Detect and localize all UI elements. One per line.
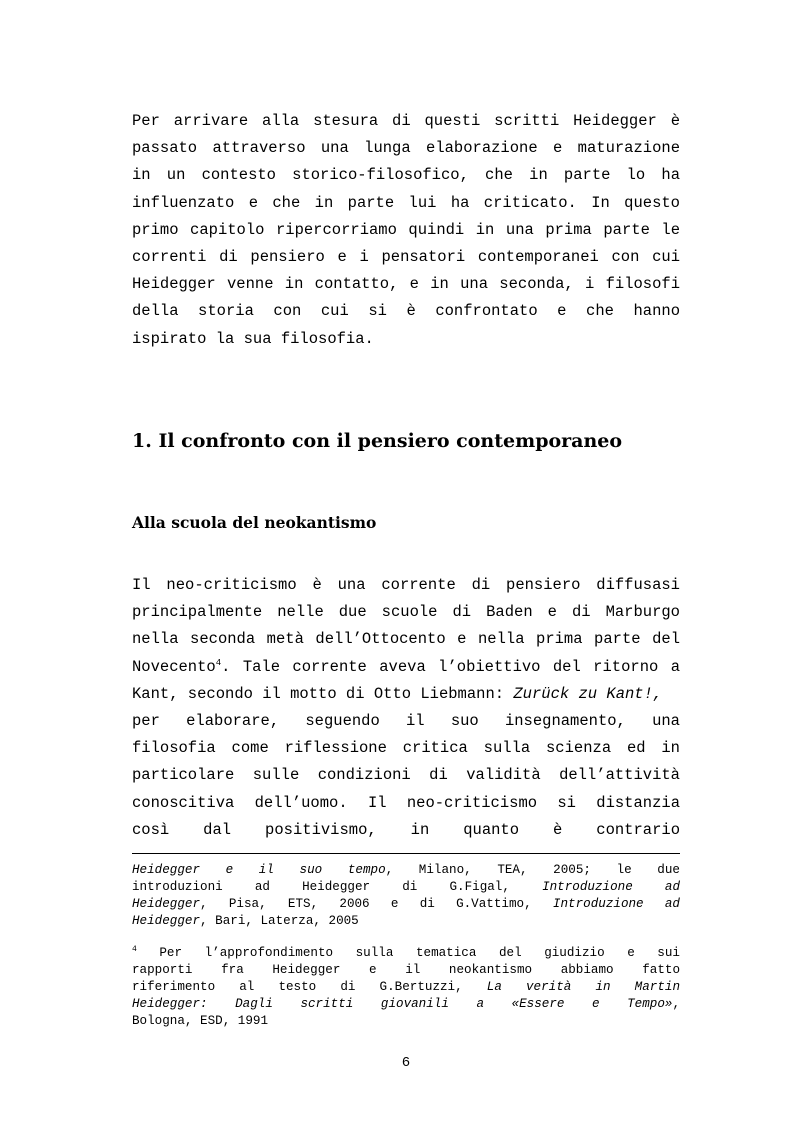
intro-line: ispirato la sua filosofia. <box>132 329 374 348</box>
book-title: Heidegger: Dagli scritti giovanili a «Essere e Tempo» <box>132 997 673 1011</box>
footnote-line <box>132 862 680 879</box>
intro-line: correnti di pensiero e i pensatori contemporanei con cui <box>132 247 680 266</box>
book-title: Heidegger <box>132 897 201 911</box>
intro-line: Heidegger venne in contatto, e in una seconda, i filosofi <box>132 275 680 294</box>
body-text: Kant, secondo il motto di Otto Liebmann: <box>132 684 514 703</box>
intro-line: passato attraverso una lunga elaborazione e maturazione <box>132 139 680 158</box>
book-title: La verità in Martin <box>486 980 680 994</box>
body-line: così dal positivismo, in quanto è contrario <box>132 820 680 839</box>
body-paragraph <box>132 572 680 844</box>
intro-line: Per arrivare alla stesura di questi scritti Heidegger è <box>132 112 680 130</box>
quote-italic: Zurück zu Kant!, <box>513 684 663 703</box>
body-line: Il neo-criticismo è una corrente di pensiero diffusasi <box>132 576 680 594</box>
body-line: per elaborare, seguendo il suo insegnamento, una <box>132 711 680 730</box>
footnote-text: riferimento al testo di G.Bertuzzi, <box>132 980 487 994</box>
body-text: Novecento <box>132 657 216 676</box>
footnote-line: Bologna, ESD, 1991 <box>132 1014 269 1028</box>
footnote-4 <box>132 945 680 1030</box>
body-text: . Tale corrente aveva l’obiettivo del ritorno a <box>221 657 680 676</box>
book-title: Introduzione ad <box>542 880 680 894</box>
body-line: principalmente nelle due scuole di Baden e di Marburgo <box>132 603 680 622</box>
footnote-separator <box>132 853 680 854</box>
footnote-text: , <box>672 997 680 1011</box>
footnote-line <box>132 896 680 913</box>
footnote-text: , Bari, Laterza, 2005 <box>200 914 359 928</box>
footnote-line <box>132 979 680 996</box>
intro-line: influenzato e che in parte lui ha criticato. In questo <box>132 193 680 212</box>
intro-line: primo capitolo ripercorriamo quindi in una prima parte le <box>132 220 680 239</box>
footnote-text: Per l’approfondimento sulla tematica del giudizio e sui <box>136 946 680 960</box>
book-title: Introduzione ad <box>552 897 680 911</box>
body-line: nella seconda metà dell’Ottocento e nella prima parte del <box>132 630 680 649</box>
book-title: Heidegger <box>132 914 201 928</box>
footnote-ref[interactable]: 4 <box>215 657 222 668</box>
footnote-continued <box>132 862 680 930</box>
book-title: Heidegger e il suo tempo <box>132 863 386 877</box>
chapter-heading: 1. Il confronto con il pensiero contemporaneo <box>132 430 623 452</box>
footnote-line <box>132 913 680 930</box>
page-number: 6 <box>401 1055 411 1071</box>
body-line <box>132 654 680 681</box>
footnote-text: , Milano, TEA, 2005; le due <box>385 863 680 877</box>
footnote-line: rapporti fra Heidegger e il neokantismo abbiamo fatto <box>132 963 680 977</box>
intro-line: in un contesto storico-filosofico, che in parte lo ha <box>132 166 680 185</box>
footnote-line <box>132 879 680 896</box>
intro-line: della storia con cui si è confrontato e che hanno <box>132 302 680 321</box>
footnote-line <box>132 945 680 962</box>
body-line <box>132 681 680 708</box>
footnote-text: , Pisa, ETS, 2006 e di G.Vattimo, <box>200 897 553 911</box>
footnote-marker: 4 <box>132 944 137 954</box>
body-line: filosofia come riflessione critica sulla scienza ed in <box>132 739 680 758</box>
footnote-text: introduzioni ad Heidegger di G.Figal, <box>132 880 543 894</box>
section-heading: Alla scuola del neokantismo <box>132 513 377 532</box>
footnote-line <box>132 996 680 1013</box>
body-line: particolare sulle condizioni di validità dell’attività <box>132 766 680 785</box>
body-line: conoscitiva dell’uomo. Il neo-criticismo si distanzia <box>132 793 680 812</box>
intro-paragraph <box>132 108 680 353</box>
